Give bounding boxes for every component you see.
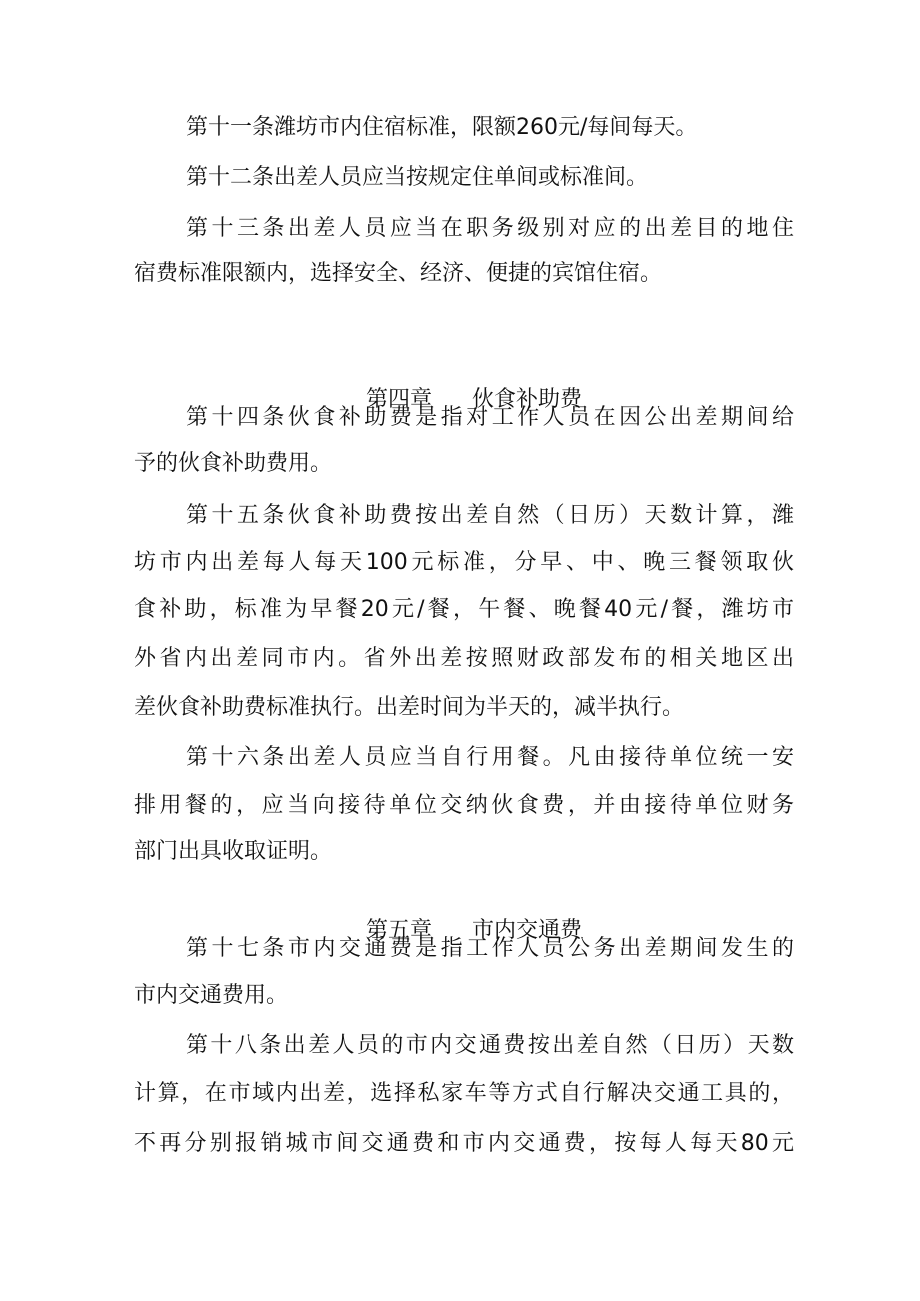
- article-14-line-2: 予的伙食补助费用。: [134, 451, 333, 476]
- article-16-line-1: 第十六条出差人员应当自行用餐。凡由接待单位统一安: [186, 745, 794, 770]
- chapter-4-number: 第四章: [365, 387, 432, 412]
- article-17-line-1: 第十七条市内交通费是指工作人员公务出差期间发生的: [186, 936, 794, 961]
- article-18-line-1: 第十八条出差人员的市内交通费按出差自然（日历）天数: [186, 1033, 794, 1058]
- article-16-line-3: 部门出具收取证明。: [134, 839, 333, 864]
- article-12-line-1: 第十二条出差人员应当按规定住单间或标准间。: [186, 165, 649, 190]
- article-15-line-2: 坊市内出差每人每天100元标准，分早、中、晚三餐领取伙: [134, 550, 794, 575]
- chapter-5-number: 第五章: [365, 918, 432, 943]
- article-17-line-2: 市内交通费用。: [134, 983, 289, 1008]
- article-15-line-1: 第十五条伙食补助费按出差自然（日历）天数计算，潍: [186, 503, 794, 528]
- chapter-5-heading: [0, 883, 920, 943]
- chapter-4-heading: [0, 352, 920, 412]
- article-18-line-2: 计算，在市域内出差，选择私家车等方式自行解决交通工具的，: [134, 1081, 794, 1106]
- chapter-4-title: 伙食补助费: [471, 387, 582, 412]
- article-13-line-1: 第十三条出差人员应当在职务级别对应的出差目的地住: [186, 216, 794, 241]
- article-15-line-5: 差伙食补助费标准执行。出差时间为半天的，减半执行。: [134, 695, 685, 720]
- article-15-line-3: 食补助，标准为早餐20元/餐，午餐、晚餐40元/餐，潍坊市: [134, 597, 794, 622]
- article-13-line-2: 宿费标准限额内，选择安全、经济、便捷的宾馆住宿。: [134, 261, 663, 286]
- article-14-line-1: 第十四条伙食补助费是指对工作人员在因公出差期间给: [186, 405, 794, 430]
- article-16-line-2: 排用餐的，应当向接待单位交纳伙食费，并由接待单位财务: [134, 793, 794, 818]
- article-15-line-4: 外省内出差同市内。省外出差按照财政部发布的相关地区出: [134, 646, 794, 671]
- chapter-5-title: 市内交通费: [471, 918, 582, 943]
- article-18-line-3: 不再分别报销城市间交通费和市内交通费，按每人每天80元: [134, 1131, 794, 1156]
- article-11-line-1: 第十一条潍坊市内住宿标准，限额260元/每间每天。: [186, 115, 698, 140]
